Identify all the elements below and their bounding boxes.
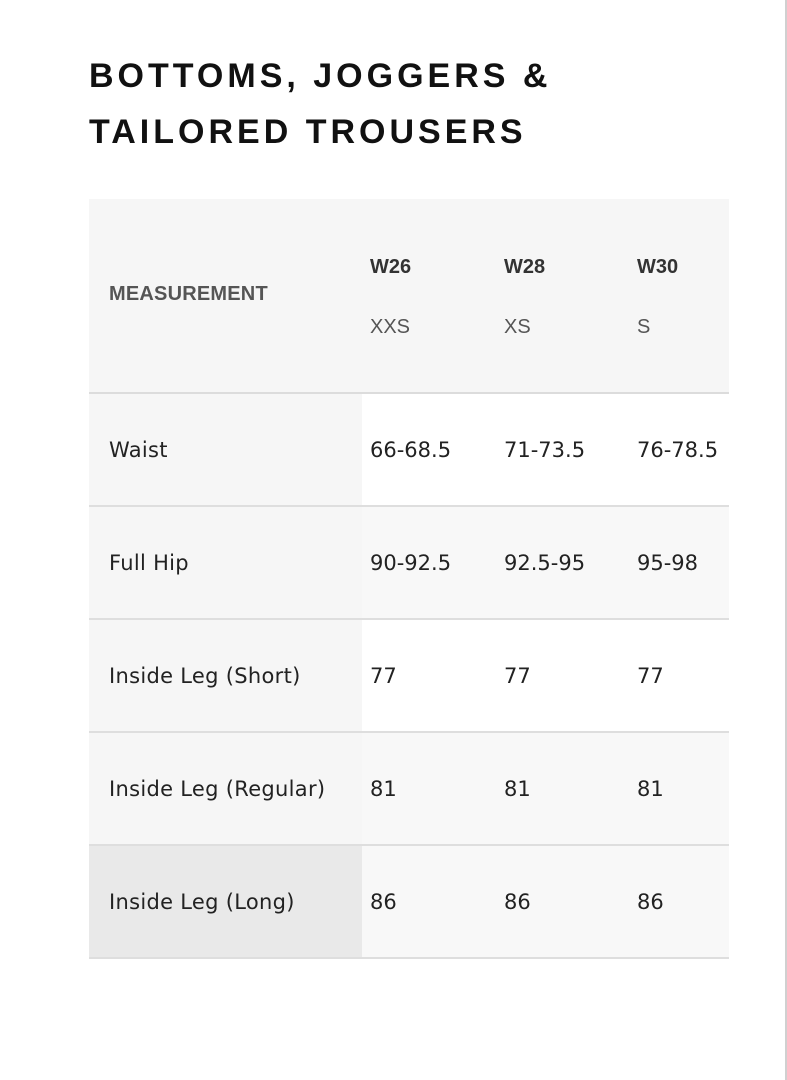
row-label: Inside Leg (Short)	[89, 619, 362, 732]
measurement-column-header: MEASUREMENT	[109, 283, 268, 305]
table-cell: 95-98	[629, 506, 729, 619]
table-cell: 86	[629, 845, 729, 958]
page-title-line-1: BOTTOMS, JOGGERS &	[89, 57, 552, 95]
size-column-header-w26	[362, 199, 496, 393]
table-cell: 77	[629, 619, 729, 732]
size-column-header-w28	[496, 199, 629, 393]
table-cell: 86	[496, 845, 629, 958]
table-row-waist	[89, 393, 729, 506]
waist-size-label: W28	[504, 256, 546, 278]
table-cell: 77	[362, 619, 496, 732]
letter-size-label: XXS	[370, 316, 411, 338]
letter-size-label: S	[637, 316, 651, 338]
page-title-line-2: TAILORED TROUSERS	[89, 113, 527, 151]
table-row-inside-leg-long	[89, 845, 729, 958]
size-column-header-w30	[629, 199, 729, 393]
table-cell: 71-73.5	[496, 393, 629, 506]
size-table-scroll-container[interactable]	[89, 199, 719, 959]
row-label: Waist	[89, 393, 362, 506]
header-row	[89, 199, 729, 393]
waist-size-label: W30	[637, 256, 679, 278]
table-cell: 76-78.5	[629, 393, 729, 506]
table-cell: 81	[362, 732, 496, 845]
row-label: Inside Leg (Regular)	[89, 732, 362, 845]
table-row-full-hip	[89, 506, 729, 619]
size-chart-table	[89, 199, 729, 959]
row-label: Full Hip	[89, 506, 362, 619]
table-cell: 92.5-95	[496, 506, 629, 619]
table-row-inside-leg-regular	[89, 732, 729, 845]
table-cell: 86	[362, 845, 496, 958]
waist-size-label: W26	[370, 256, 412, 278]
size-table-body	[89, 393, 729, 958]
letter-size-label: XS	[504, 316, 531, 338]
size-table-header	[89, 199, 729, 393]
table-cell: 90-92.5	[362, 506, 496, 619]
table-cell: 77	[496, 619, 629, 732]
table-cell: 81	[496, 732, 629, 845]
table-cell: 81	[629, 732, 729, 845]
page-title	[89, 48, 729, 160]
table-row-inside-leg-short	[89, 619, 729, 732]
table-cell: 66-68.5	[362, 393, 496, 506]
row-label: Inside Leg (Long)	[89, 845, 362, 958]
